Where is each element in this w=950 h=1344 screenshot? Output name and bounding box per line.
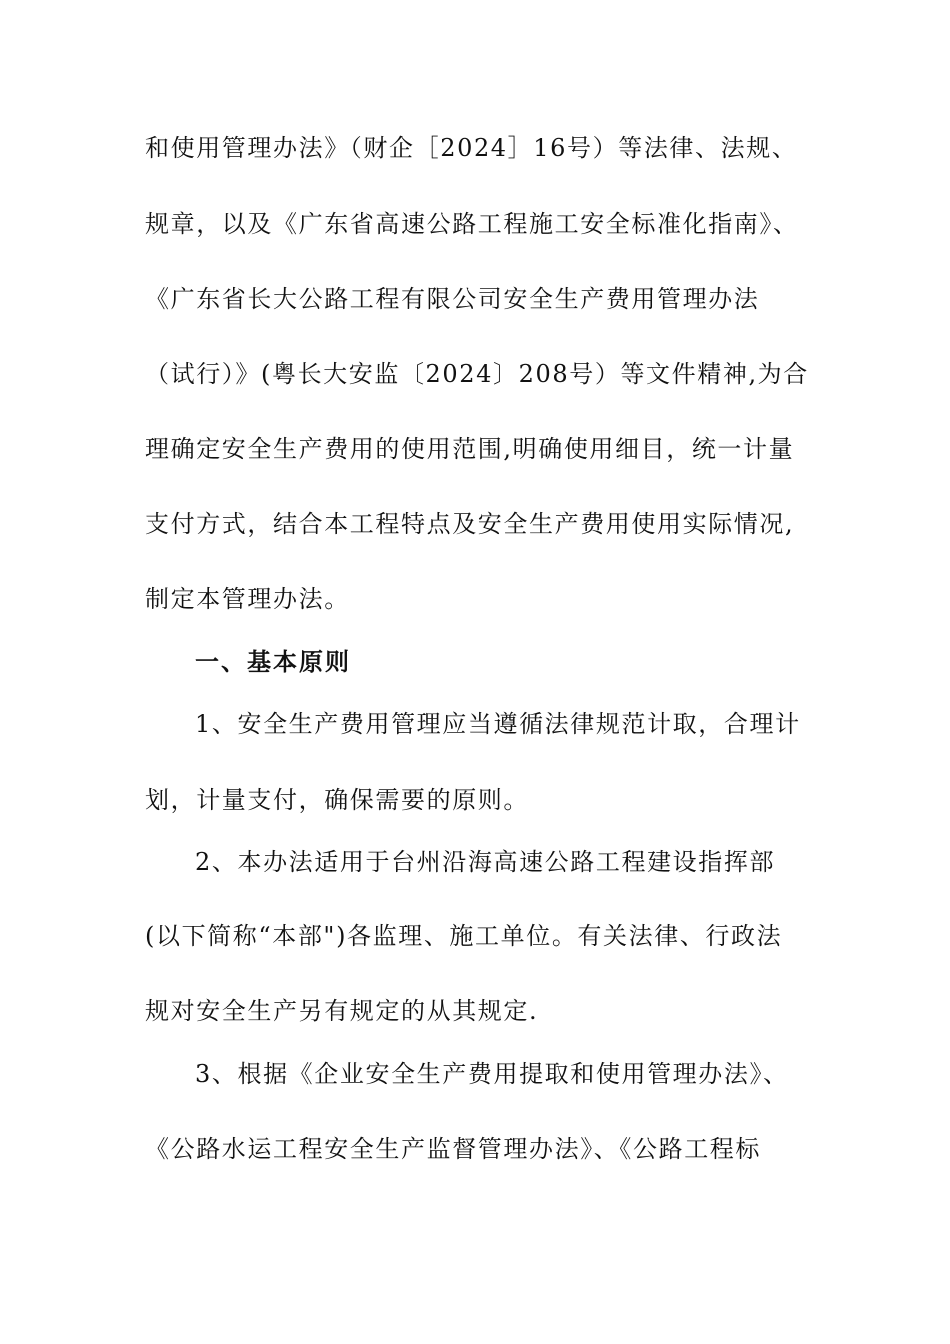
paragraph-line: 3、根据《企业安全生产费用提取和使用管理办法》、 (195, 1060, 789, 1088)
paragraph-line: 规章，以及《广东省高速公路工程施工安全标准化指南》、 (145, 210, 799, 238)
paragraph-line: 理确定安全生产费用的使用范围,明确使用细目，统一计量 (145, 435, 795, 463)
paragraph-line: 《广东省长大公路工程有限公司安全生产费用管理办法 (145, 285, 760, 313)
paragraph-line: 支付方式，结合本工程特点及安全生产费用使用实际情况, (145, 510, 795, 538)
section-heading: 一、基本原则 (195, 648, 351, 676)
paragraph-line: 规对安全生产另有规定的从其规定. (145, 997, 539, 1025)
paragraph-line: 1、安全生产费用管理应当遵循法律规范计取，合理计 (195, 710, 801, 738)
paragraph-line: 《公路水运工程安全生产监督管理办法》、《公路工程标 (145, 1135, 761, 1163)
paragraph-line: 2、本办法适用于台州沿海高速公路工程建设指挥部 (195, 848, 776, 876)
paragraph-line: （试行）》(粤长大安监〔2024〕208号）等文件精神,为合 (145, 360, 809, 388)
paragraph-line: 划，计量支付，确保需要的原则。 (145, 786, 529, 814)
paragraph-line: (以下简称“本部")各监理、施工单位。有关法律、行政法 (145, 922, 783, 950)
paragraph-line: 制定本管理办法。 (145, 585, 350, 613)
paragraph-line: 和使用管理办法》（财企［2024］16号）等法律、法规、 (145, 134, 798, 162)
